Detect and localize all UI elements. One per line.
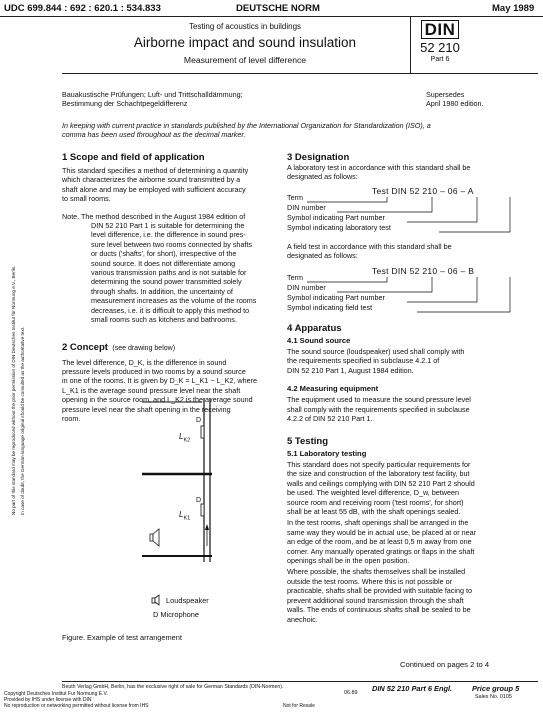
din-block [418, 20, 462, 70]
designation-row: DIN number [287, 283, 326, 292]
designation-code-field: Test DIN 52 210 – 06 – B [372, 266, 475, 276]
designation-code-lab: Test DIN 52 210 – 06 – A [372, 186, 474, 196]
publication-date: May 1989 [492, 3, 535, 14]
iso-note-line: comma has been used throughout as the decimal marker. [62, 130, 246, 140]
section-1-paragraph [62, 166, 277, 204]
text-line: pressure levels produced in two rooms by a sound source [62, 366, 246, 376]
section-3-heading: 3 Designation [287, 152, 350, 163]
lk1-symbol: L [179, 510, 184, 519]
section-1-note [62, 212, 277, 325]
text-line: room. [62, 413, 81, 423]
designation-row: Symbol indicating laboratory test [287, 223, 391, 232]
sidebar-line: No part of this standard may be reproduced without the prior permission of DIN Deutsches Institut für Normung e.V., Berlin. [11, 265, 16, 515]
german-title-line: Bauakustische Prüfungen; Luft- und Trittschalldämmung; [62, 90, 243, 99]
text-line: to small rooms. [62, 194, 111, 204]
text-line: in one of the rooms. It is given by D_K = L_K1 − L_K2, where [62, 376, 257, 386]
text-line: the requirements specified in subclause 4.2.1 of [287, 356, 440, 366]
upper-shaft-opening [201, 426, 204, 438]
supersedes-label: Supersedes [426, 90, 465, 99]
continued-note: Continued on pages 2 to 4 [400, 660, 490, 669]
sidebar-line: In case of doubt, the German-language original should be consulted as the authoritative text. [20, 326, 25, 515]
section-4-2-heading: 4.2 Measuring equipment [287, 384, 379, 394]
designation-field-leaders [287, 266, 525, 316]
left-column [62, 152, 277, 423]
text-line: The sound source (loudspeaker) used shall comply with [287, 347, 465, 356]
note-line: determining the sound power transmitted solely [91, 277, 242, 287]
section-1-heading: 1 Scope and field of application [62, 152, 205, 163]
note-line: through shafts. In addition, the uncertainty of [91, 286, 233, 296]
section-5-1-paragraph-2 [287, 518, 525, 565]
section-5-1-heading: 5.1 Laboratory testing [287, 449, 367, 458]
document-subtitle: Measurement of level difference [183, 55, 307, 65]
section-2-heading-note: (see drawing below) [112, 344, 176, 352]
footer-reproduction: No reproduction or networking permitted without license from IHS [4, 703, 149, 709]
legend-loudspeaker: Loudspeaker [166, 596, 209, 605]
text-line: The level difference, D_K, is the difference in sound [62, 357, 227, 367]
text-line: walls. The ends of continuous shafts shall be sealed to be [287, 605, 471, 615]
text-line: an edge of the room, and be at least 0,5 m away from one [287, 537, 472, 547]
section-5-heading: 5 Testing [287, 436, 328, 447]
text-line: shall comply with the requirements specified in subclause [287, 404, 470, 414]
footer-sales-right: Beuth Verlag GmbH, Berlin, has the exclusive right of sale for German Standards (DIN-Normen). [62, 684, 284, 690]
designation-example-field [287, 266, 525, 316]
text-line: source room and receiving room ('test rooms', for short) [287, 497, 464, 507]
text-line: This standard specifies a method of determining a quantity [62, 166, 249, 175]
text-line: the size and construction of the laboratory test facility, but [287, 469, 470, 479]
iso-note-line: In keeping with current practice in standards published by the International Organization for Standardization (ISO), a [62, 121, 431, 130]
lk2-label [179, 432, 190, 444]
note-line: level difference, i.e. the difference in sound pres- [91, 230, 246, 240]
text-line: opening in the source room, and L_K2 is the average sound [62, 395, 253, 405]
designation-row: Symbol indicating Part number [287, 213, 385, 222]
iso-note [62, 121, 538, 139]
text-line: pressure level near the shaft opening in the receiving [62, 404, 231, 414]
din-number: 52 210 [420, 40, 460, 55]
supersedes-note [426, 90, 526, 108]
part-number: Part 6 [430, 56, 450, 63]
text-line: L_K1 is the average sound pressure level near the shaft [62, 385, 241, 395]
document-title: Airborne impact and sound insulation [133, 35, 357, 50]
top-bar [0, 0, 543, 16]
lk1-label [179, 510, 190, 522]
supersedes-edition: April 1980 edition. [426, 99, 484, 109]
text-line: outside the test rooms. Where this is not possible or [287, 576, 452, 586]
text-line: designated as follows: [287, 172, 358, 182]
section-4-1-heading: 4.1 Sound source [287, 336, 351, 345]
text-line: same way they would be in actual use, be placed at or near [287, 527, 476, 537]
note-line: Note. The method described in the August 1984 edition of [62, 211, 246, 221]
section-4 [287, 323, 525, 423]
footer-price-group: Price group 5 [472, 684, 520, 693]
footer-sales-no: Sales No. 0105 [475, 694, 512, 700]
text-line: prevent additional sound transmission through the shaft [287, 595, 464, 605]
legend-microphone: D Microphone [153, 610, 200, 619]
designation-lab-leaders [287, 186, 525, 236]
text-line: be used. The weighted level difference, D_w, between [287, 488, 459, 498]
section-4-2-paragraph [287, 395, 525, 423]
german-title-line: Bestimmung der Schachtpegeldifferenz [62, 99, 188, 109]
text-line: DIN 52 210 Part 1, August 1984 edition. [287, 365, 414, 375]
footer-copyright: Copyright Deutsches Institut Fur Normung E.V. [4, 691, 108, 697]
text-line: A field test in accordance with this standard shall be [287, 242, 452, 251]
note-line: sound source. It does not differentiate among [91, 258, 236, 268]
right-column [287, 152, 525, 182]
section-4-heading: 4 Apparatus [287, 323, 342, 334]
text-line: anechoic. [287, 614, 318, 624]
section-2-heading: 2 Concept [62, 341, 108, 353]
note-line: or ducts ('shafts', for short), irrespective of the [91, 249, 237, 259]
loudspeaker-symbol [150, 529, 159, 546]
section-3-field-paragraph [287, 242, 525, 261]
text-line: A laboratory test in accordance with this standard shall be [287, 163, 471, 172]
text-line: practicable, shafts shall be provided with suitable facing to [287, 586, 472, 596]
text-line: shaft alone and may be employed with sufficient accuracy [62, 184, 246, 194]
section-5 [287, 436, 525, 624]
section-5-1-paragraph-3 [287, 567, 525, 623]
text-line: The equipment used to measure the sound pressure level [287, 395, 471, 405]
udc-number: UDC 699.844 : 692 : 620.1 : 534.833 [4, 3, 161, 14]
text-line: which characterizes the airborne sound transmitted by a [62, 175, 241, 185]
mic-label-upper: D [196, 417, 202, 424]
text-line: walls and ceilings complying with DIN 52 210 Part 2 should [287, 478, 475, 488]
footer-license: Provided by IHS under license with DIN [4, 697, 92, 703]
german-title [62, 90, 392, 108]
test-arrangement-figure [130, 396, 240, 586]
section-5-1-paragraph-1 [287, 460, 525, 516]
designation-row: Term [287, 193, 303, 202]
text-line: 4.2.2 of DIN 52 210 Part 1. [287, 414, 373, 424]
text-line: openings shall be in the open position. [287, 556, 410, 566]
footer-resale: Not for Resale [283, 703, 315, 709]
section-4-1-paragraph [287, 347, 525, 375]
footer-rule [62, 681, 538, 682]
figure-caption: Figure. Example of test arrangement [62, 633, 182, 642]
loudspeaker-legend-icon [151, 594, 163, 606]
note-line: various transmission paths and is not suitable for [91, 268, 247, 278]
text-line: In the test rooms, shaft openings shall be arranged in the [287, 518, 469, 528]
lk2-subscript: K2 [183, 437, 191, 444]
designation-row: Symbol indicating field test [287, 303, 373, 312]
text-line: This standard does not specify particular requirements for [287, 460, 471, 469]
section-3-paragraph [287, 163, 525, 182]
note-line: DIN 52 210 Part 1 is suitable for determining the [91, 221, 245, 231]
lk1-subscript: K1 [183, 515, 191, 522]
footer-date-code: 06.89 [344, 690, 358, 696]
lk2-symbol: L [179, 432, 184, 441]
text-line: shall be at least 55 dB, with the shaft openings sealed. [287, 507, 461, 517]
note-line: sure level between two rooms connected by shafts [91, 239, 253, 249]
header-divider [410, 17, 411, 73]
header-rule [62, 73, 538, 74]
designation-example-lab [287, 186, 525, 236]
din-logo: DIN [421, 20, 460, 39]
top-rule [0, 16, 543, 17]
note-line: small rooms such as kitchens and bathrooms. [91, 315, 237, 325]
designation-row: Term [287, 273, 303, 282]
standard-type: DEUTSCHE NORM [236, 3, 320, 14]
airflow-arrow-head [205, 524, 209, 530]
subject-line: Testing of acoustics in buildings [188, 22, 302, 31]
note-line: decreases, i.e. it is difficult to apply this method to [91, 305, 250, 315]
mic-label-lower: D [196, 497, 202, 504]
text-line: corner. Any manually operated gratings or flaps in the shaft [287, 546, 475, 556]
note-line: measurement increases as the volume of the rooms [91, 296, 257, 306]
footer-din-ref: DIN 52 210 Part 6 Engl. [372, 684, 453, 693]
lower-shaft-opening [201, 504, 204, 516]
copyright-sidebar [2, 215, 36, 515]
text-line: designated as follows: [287, 251, 358, 261]
text-line: Where possible, the shafts themselves shall be installed [287, 567, 466, 577]
designation-row: Symbol indicating Part number [287, 293, 385, 302]
designation-row: DIN number [287, 203, 326, 212]
